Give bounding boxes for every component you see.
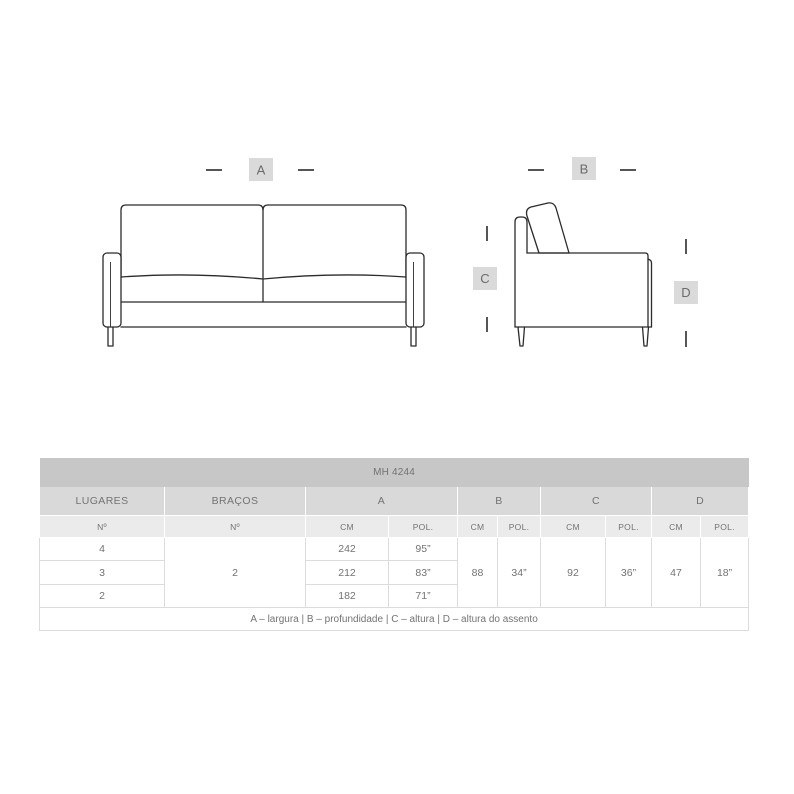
cell-lugares: 2: [40, 585, 165, 608]
cell-c-pol: 36”: [606, 538, 652, 608]
cell-lugares: 3: [40, 561, 165, 585]
table-subheader-row: [40, 516, 749, 538]
cell-a-cm: 212: [306, 561, 389, 585]
cell-bracos: 2: [165, 538, 306, 608]
cell-b-cm: 88: [458, 538, 498, 608]
seat-cushion-left: [121, 275, 263, 302]
right-leg: [411, 327, 416, 346]
table-title-row: [40, 458, 749, 487]
subheader-d-pol: POL.: [701, 516, 749, 538]
header-d: D: [652, 487, 749, 516]
dimension-b: [528, 157, 636, 180]
dimension-d-label: D: [681, 285, 691, 300]
seat-body: [527, 253, 648, 327]
subheader-c-pol: POL.: [606, 516, 652, 538]
subheader-b-pol: POL.: [498, 516, 541, 538]
cell-a-pol: 83”: [389, 561, 458, 585]
back-cushion-right: [263, 205, 406, 278]
left-leg: [108, 327, 113, 346]
subheader-lugares: Nº: [40, 516, 165, 538]
back-frame: [515, 217, 527, 327]
cell-d-pol: 18”: [701, 538, 749, 608]
back-cushion-left: [121, 205, 263, 278]
header-lugares: LUGARES: [40, 487, 165, 516]
dimension-c: [473, 226, 497, 332]
cell-a-pol: 95”: [389, 538, 458, 561]
cell-a-cm: 182: [306, 585, 389, 608]
cell-lugares: 4: [40, 538, 165, 561]
subheader-a-pol: POL.: [389, 516, 458, 538]
subheader-a-cm: CM: [306, 516, 389, 538]
header-b: B: [458, 487, 541, 516]
table-row: [40, 538, 749, 561]
subheader-b-cm: CM: [458, 516, 498, 538]
back-cushion-side: [527, 203, 570, 253]
cell-c-cm: 92: [541, 538, 606, 608]
right-arm: [406, 253, 424, 327]
dimension-a: [206, 158, 314, 181]
back-leg: [643, 327, 649, 346]
table-legend-row: [40, 608, 749, 631]
dimension-d: [674, 239, 698, 347]
table-header-row: [40, 487, 749, 516]
sofa-side-view: [465, 150, 710, 355]
subheader-c-cm: CM: [541, 516, 606, 538]
subheader-bracos: Nº: [165, 516, 306, 538]
dimension-c-label: C: [480, 271, 490, 286]
left-arm: [103, 253, 121, 327]
header-bracos: BRAÇOS: [165, 487, 306, 516]
table-legend: A – largura | B – profundidade | C – altura | D – altura do assento: [40, 608, 749, 631]
header-a: A: [306, 487, 458, 516]
header-c: C: [541, 487, 652, 516]
table-title: MH 4244: [40, 458, 749, 487]
seat-cushion-right: [263, 275, 406, 279]
cell-a-cm: 242: [306, 538, 389, 561]
cell-a-pol: 71”: [389, 585, 458, 608]
dimension-a-label: A: [256, 162, 266, 178]
sofa-front-view: [95, 150, 435, 355]
front-leg: [518, 327, 525, 346]
dimension-b-label: B: [579, 161, 589, 177]
cell-b-pol: 34”: [498, 538, 541, 608]
dimensions-table: [39, 458, 749, 631]
cell-d-cm: 47: [652, 538, 701, 608]
subheader-d-cm: CM: [652, 516, 701, 538]
